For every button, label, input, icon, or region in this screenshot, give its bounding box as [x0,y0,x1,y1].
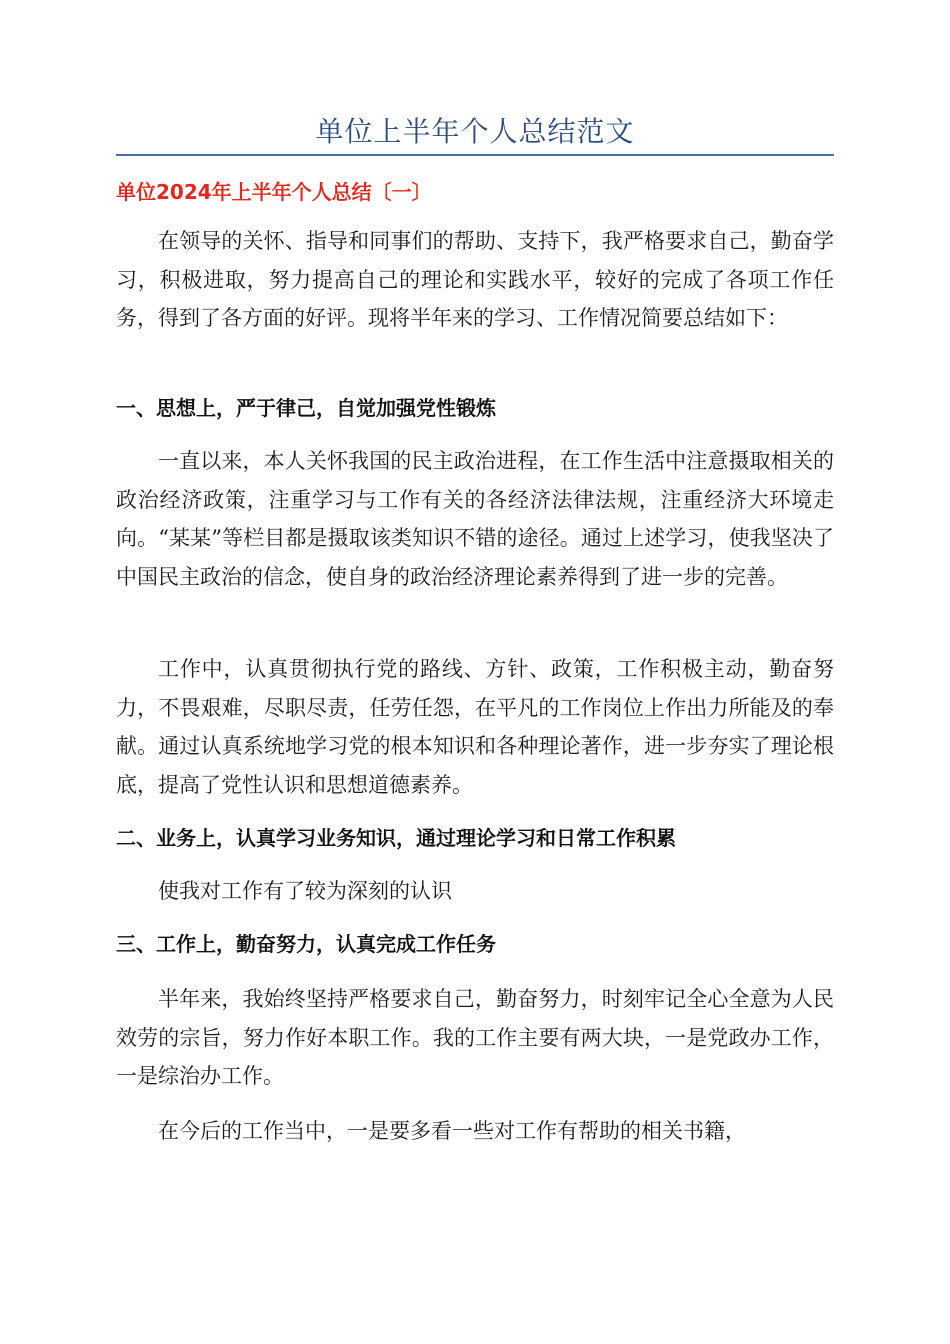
document-subtitle: 单位2024年上半年个人总结〔一〕 [116,180,432,204]
section-heading-1: 一、思想上，严于律己，自觉加强党性锻炼 [116,396,496,420]
thought-paragraph-2: 工作中，认真贯彻执行党的路线、方针、政策，工作积极主动，勤奋努力，不畏艰难，尽职尽责，任劳任怨，在平凡的工作岗位上作出力所能及的奉献。通过认真系统地学习党的根本知识和各种理论著作，进一步夯实了理论根底，提高了党性认识和思想道德素养。 [116,657,834,797]
section-heading-2: 二、业务上，认真学习业务知识，通过理论学习和日常工作积累 [116,826,676,850]
section-heading-3: 三、工作上，勤奋努力，认真完成工作任务 [116,932,496,956]
document-title: 单位上半年个人总结范文 [315,115,635,148]
intro-paragraph: 在领导的关怀、指导和同事们的帮助、支持下，我严格要求自己，勤奋学习，积极进取，努力提高自己的理论和实践水平，较好的完成了各项工作任务，得到了各方面的好评。现将半年来的学习、工作情况简要总结如下： [116,229,834,330]
business-paragraph-1: 使我对工作有了较为深刻的认识 [158,879,452,903]
title-divider [116,154,834,156]
thought-paragraph-1: 一直以来，本人关怀我国的民主政治进程，在工作生活中注意摄取相关的政治经济政策，注重学习与工作有关的各经济法律法规，注重经济大环境走向。“某某”等栏目都是摄取该类知识不错的途径。通过上述学习，使我坚决了中国民主政治的信念，使自身的政治经济理论素养得到了进一步的完善。 [116,449,834,589]
work-paragraph-1: 半年来，我始终坚持严格要求自己，勤奋努力，时刻牢记全心全意为人民效劳的宗旨，努力作好本职工作。我的工作主要有两大块，一是党政办工作，一是综治办工作。 [116,987,834,1088]
work-paragraph-2: 在今后的工作当中，一是要多看一些对工作有帮助的相关书籍， [158,1119,746,1143]
